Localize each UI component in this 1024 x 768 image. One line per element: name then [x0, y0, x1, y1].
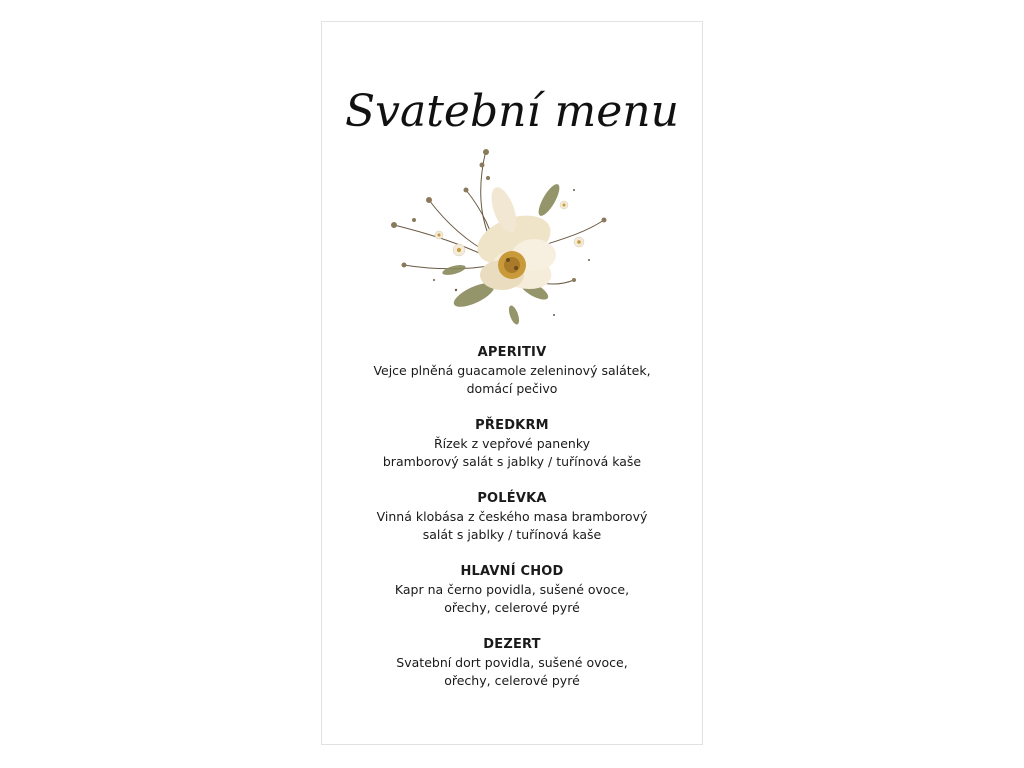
- course-predkrm: [322, 417, 702, 471]
- course-title: POLÉVKA: [477, 491, 547, 506]
- course-line: Kapr na černo povidla, sušené ovoce,: [394, 582, 630, 597]
- course-line: Řízek z vepřové panenky: [433, 436, 591, 451]
- course-dezert: [322, 636, 702, 690]
- course-line: salát s jablky / tuřínová kaše: [422, 527, 602, 542]
- course-line: domácí pečivo: [466, 381, 558, 396]
- course-title: PŘEDKRM: [475, 418, 549, 433]
- course-aperitiv: [322, 344, 702, 398]
- course-title: APERITIV: [477, 345, 547, 360]
- course-line: Svatební dort povidla, sušené ovoce,: [396, 655, 628, 670]
- course-hlavni-chod: [322, 563, 702, 617]
- course-line: ořechy, celerové pyré: [444, 673, 580, 688]
- menu-courses: [322, 344, 702, 709]
- course-line: ořechy, celerové pyré: [444, 600, 580, 615]
- floral-bouquet-illustration: [374, 130, 624, 330]
- course-title: HLAVNÍ CHOD: [460, 564, 564, 579]
- menu-card: [321, 21, 703, 745]
- course-line: Vinná klobása z českého masa bramborový: [376, 509, 648, 524]
- course-title: DEZERT: [483, 637, 541, 652]
- menu-title: Svatební menu: [345, 86, 679, 137]
- course-line: bramborový salát s jablky / tuřínová kaše: [382, 454, 642, 469]
- course-line: Vejce plněná guacamole zeleninový salátek,: [373, 363, 651, 378]
- course-polevka: [322, 490, 702, 544]
